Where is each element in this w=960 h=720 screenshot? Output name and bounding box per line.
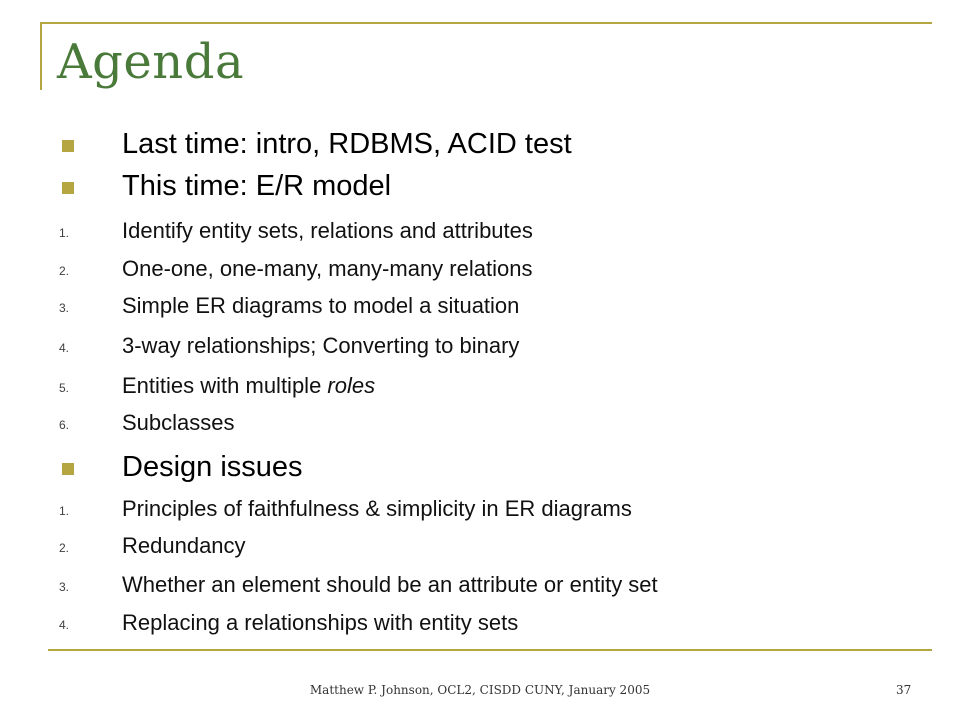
list-item-text: This time: E/R model xyxy=(122,170,392,202)
list-item-text: Whether an element should be an attribute or entity set xyxy=(122,572,658,597)
list-item-text: Subclasses xyxy=(122,410,235,435)
list-item-text: Replacing a relationships with entity sets xyxy=(122,610,519,635)
list-item-text: One-one, one-many, many-many relations xyxy=(122,256,533,281)
list-item-text-plain: Entities with multiple xyxy=(122,373,328,398)
list-item-number: 1. xyxy=(59,504,70,518)
list-item-number: 5. xyxy=(59,381,70,395)
list-item-number: 2. xyxy=(59,264,70,278)
square-bullet-icon xyxy=(62,140,74,152)
list-item-number: 4. xyxy=(59,618,70,632)
list-item-text: Redundancy xyxy=(122,533,246,558)
list-item-text: Simple ER diagrams to model a situation xyxy=(122,293,520,318)
list-item-text: Principles of faithfulness & simplicity in ER diagrams xyxy=(122,496,632,521)
slide-title: Agenda xyxy=(57,34,245,90)
list-item-text: 3-way relationships; Converting to binary xyxy=(122,333,520,358)
square-bullet-icon xyxy=(62,182,74,194)
list-item-number: 4. xyxy=(59,341,70,355)
square-bullet-icon xyxy=(62,463,74,475)
list-item-number: 6. xyxy=(59,418,70,432)
list-item-number: 3. xyxy=(59,301,70,315)
list-item-text: Identify entity sets, relations and attributes xyxy=(122,218,533,243)
list-item-number: 2. xyxy=(59,541,70,555)
slide-footer: Matthew P. Johnson, OCL2, CISDD CUNY, January 2005 xyxy=(309,683,651,697)
list-item-text: Design issues xyxy=(122,451,303,483)
list-item-text xyxy=(122,373,375,399)
list-item-number: 1. xyxy=(59,226,70,240)
page-number: 37 xyxy=(896,683,912,697)
list-item-number: 3. xyxy=(59,580,70,594)
list-item-text: Last time: intro, RDBMS, ACID test xyxy=(122,128,572,160)
bottom-divider xyxy=(48,649,932,651)
list-item-text-italic: roles xyxy=(327,373,376,398)
